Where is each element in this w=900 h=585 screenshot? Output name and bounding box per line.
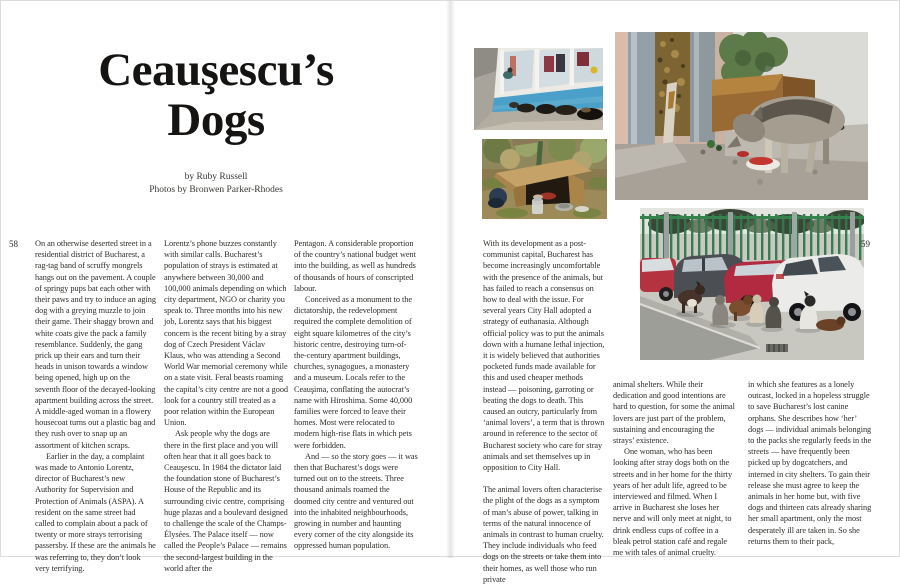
paragraph: One woman, who has been looking after stray dogs both on the streets and in her home for the thirty years of her adult life, agreed to be interviewed and filmed. When I arrive in Bucharest she loses her nerve and will only meet at night, to drink endless cups of coffee in a bleak petrol station café and regale me with tales of animal cruelty. xyxy=(613,447,733,558)
paragraph: Conceived as a monument to the dictatorship, the redevelopment required the complete demolition of eight square kilometres of the city’s historic centre, destroying turn-of-the-century apartment buildings, churches, synagogues, a monastery and a museum. Locals refer to the Ceauşima, conflating the autocrat’s name with Hiroshima. Some 40,000 families were forced to leave their homes. Most were relocated to modern high-rise flats in which pets were forbidden. xyxy=(294,295,413,450)
paragraph: Ask people why the dogs are there in the first place and you will often hear that it all goes back to Ceauşescu. In 1984 the dictator laid the foundation stone of Bucharest’s House of the Republic and its surrounding civic centre, comprising huge plazas and a boulevard designed to challenge the scale of the Champs-Élysées. The Palace itself — now called the People’s Palace — remains the second-largest building in the world after the xyxy=(164,429,288,573)
left-text-column-3 xyxy=(294,238,418,552)
paragraph: With its development as a post-communist capital, Bucharest has become increasingly uncomfortable with the presence of the animals, but has failed to reach a consensus on how to deal with the issue. For several years City Hall adopted a strategy of euthanasia. Although official policy was to put the animals down with a humane lethal injection, it is widely believed that authorities pocketed funds made available for this and used cheaper methods instead — poisoning, garroting or beating the dogs to death. This caused an outcry, particularly from ‘animal lovers’, a term that is thrown around in reference to the sector of Bucharest society who care for stray animals and set themselves up in opposition to City Hall. xyxy=(483,239,605,473)
right-text-column-2 xyxy=(613,379,737,558)
page-number-left: 58 xyxy=(9,239,18,249)
title-line-2: Dogs xyxy=(167,94,265,146)
byline-author: by Ruby Russell xyxy=(184,172,248,182)
article-title xyxy=(1,45,431,145)
photo-grey-dog-eating xyxy=(615,32,868,200)
photo-stray-pack-parked-cars xyxy=(640,208,864,360)
paragraph: Earlier in the day, a complaint was made to Antonio Lorentz, director of Bucharest’s new Authority for Supervision and Protection of Animals (ASPA). A resident on the same street had called to complain about a pack of twenty or more strays terrorising passersby. If these are the animals he was referring to, they don’t look very terrifying. xyxy=(35,451,156,573)
photo-makeshift-dog-shelter xyxy=(482,139,607,219)
paragraph: Lorentz’s phone buzzes constantly with similar calls. Bucharest’s population of strays is estimated at anywhere between 30,000 and 100,000 animals depending on which city department, NGO or charity you speak to. Three months into his new job, Lorentz says that his biggest concern is the recent biting by a stray dog of Czech President Václav Klaus, who was attending a Second World War memorial ceremony while on a state visit. Feral beasts roaming the capital’s city centre are not a good look for a country still treated as a poor relation within the European Union. xyxy=(164,239,289,428)
byline-photographer: Photos by Bronwen Parker-Rhodes xyxy=(149,185,283,195)
page-gutter xyxy=(446,1,455,558)
paragraph: The animal lovers often characterise the plight of the dogs as a symptom of man’s abuse of power, talking in terms of the natural innocence of animals in contrast to human cruelty. They include individuals who feed dogs on the streets or take them into their homes, as well those who run private xyxy=(483,485,604,584)
right-text-column-3 xyxy=(748,379,872,547)
photo-dogs-sleeping-shopfront xyxy=(474,48,603,130)
paragraph: And — so the story goes — it was then that Bucharest’s dogs were turned out on to the streets. Three thousand animals roamed the doomed city centre and ventured out into the inhabited neighbourhoods, growing in number and haunting every corner of the city alongside its oppressed human population. xyxy=(294,451,418,551)
paragraph: animal shelters. While their dedication and good intentions are hard to question, for some the animal lovers are just part of the problem, sustaining and encouraging the strays’ existence. xyxy=(613,380,735,446)
title-line-1: Ceauşescu’s xyxy=(98,44,334,96)
byline xyxy=(1,171,431,197)
paragraph: Pentagon. A considerable proportion of the country’s national budget went into the building, as well as hundreds of thousands of hours of conscripted labour. xyxy=(294,239,416,293)
paragraph: On an otherwise deserted street in a residential district of Bucharest, a rag-tag band of scruffy mongrels hangs out on the pavement. A couple of springy pups bat each other with their paws and try to induce an aging dog with a greying muzzle to join their game. Their shaggy brown and white coats give the pack a family resemblance. Suddenly, the gang prick up their ears and turn their heads in unison towards a window being opened, high up on the seventh floor of the decayed-looking apartment building across the street. A middle-aged woman in a flowery housecoat turns out a plastic bag and they rush over to snap up an assortment of kitchen scraps. xyxy=(35,239,156,450)
left-text-column-2 xyxy=(164,238,288,574)
paragraph: in which she features as a lonely outcast, locked in a hopeless struggle to save Bucharest’s lost canine orphans. She describes how ‘her’ dogs — individual animals belonging to the packs she regularly feeds in the streets — have frequently been picked up by dogcatchers, and interned in city shelters. To gain their release she must agree to keep the animals in her home but, with five dogs and thirteen cats already sharing her small apartment, only the most desperately ill are taken in. So she returns them to their pack, xyxy=(748,380,872,546)
page-number-right: 59 xyxy=(861,239,870,249)
right-text-column-1 xyxy=(483,238,605,585)
left-text-column-1 xyxy=(35,238,156,574)
